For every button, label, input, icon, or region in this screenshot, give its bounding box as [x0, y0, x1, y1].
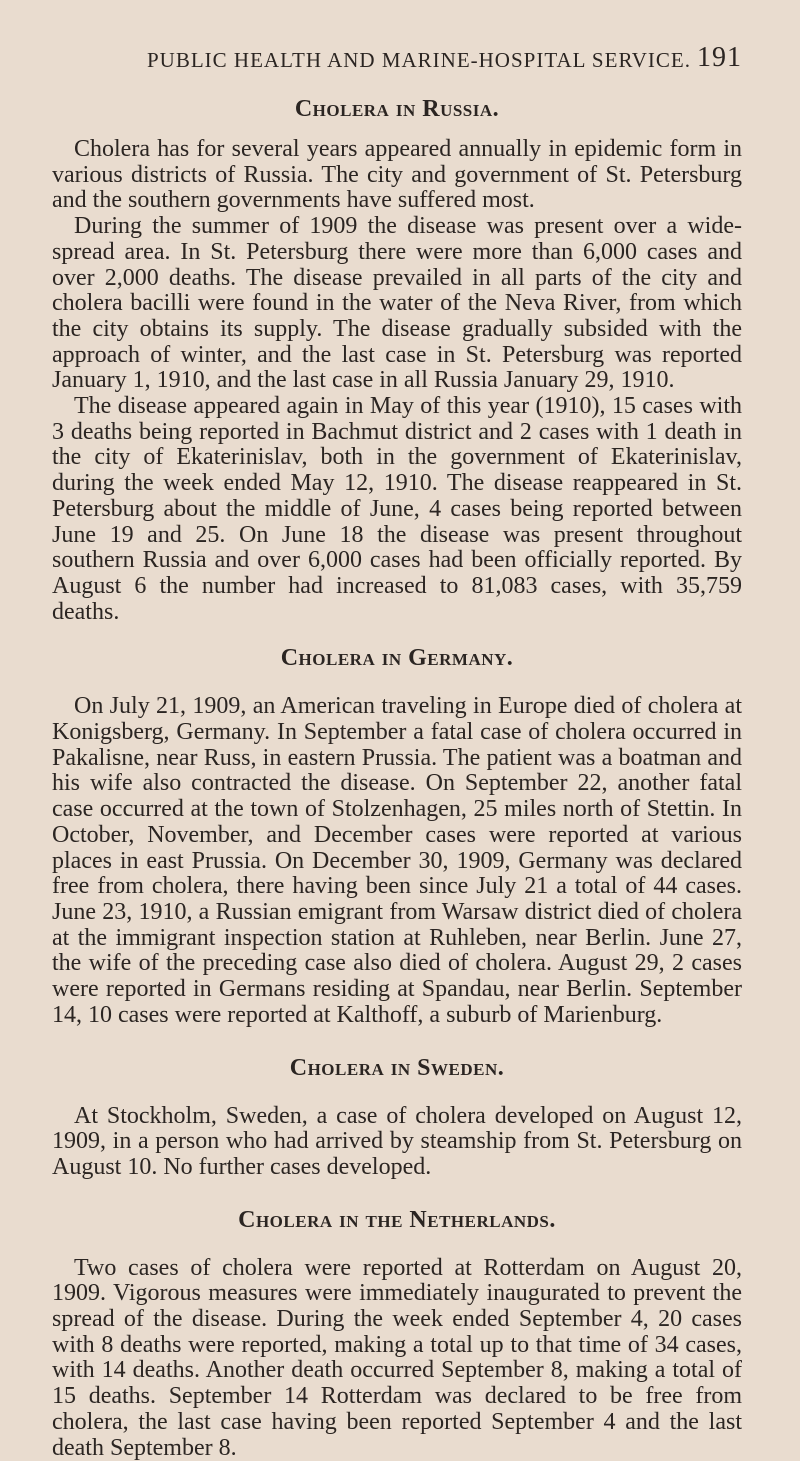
- running-header: [52, 40, 742, 73]
- section-title-germany: Cholera in Germany.: [280, 645, 514, 672]
- section-title-sweden: Cholera in Sweden.: [289, 1054, 505, 1081]
- paragraph: Cholera has for several years appeared annually in epidemic form in various districts of Russia. The city and government of St. Petersburg and the southern governments have suffered most.: [52, 136, 742, 214]
- running-title: PUBLIC HEALTH AND MARINE-HOSPITAL SERVICE.: [147, 48, 692, 72]
- section-title-netherlands: Cholera in the Netherlands.: [238, 1206, 556, 1233]
- paragraph: The disease appeared again in May of this year (1910), 15 cases with 3 deaths being reported in Bachmut district and 2 cases with 1 death in the city of Ekaterinislav, both in the government of Ekaterinislav, during the week ended May 12, 1910. The disease reappeared in St. Petersburg about the middle of June, 4 cases being reported between June 19 and 25. On June 18 the disease was present throughout southern Russia and over 6,000 cases had been officially reported. By August 6 the number had increased to 81,083 cases, with 35,759 deaths.: [52, 393, 742, 625]
- paragraph: At Stockholm, Sweden, a case of cholera developed on August 12, 1909, in a person who had arrived by steamship from St. Petersburg on August 10. No further cases developed.: [52, 1102, 742, 1180]
- paragraph: During the summer of 1909 the disease was present over a wide-spread area. In St. Petersburg there were more than 6,000 cases and over 2,000 deaths. The disease prevailed in all parts of the city and cholera bacilli were found in the water of the Neva River, from which the city obtains its supply. The disease gradually subsided with the approach of winter, and the last case in St. Petersburg was reported January 1, 1910, and the last case in all Russia January 29, 1910.: [52, 213, 742, 394]
- paragraph: Two cases of cholera were reported at Rotterdam on August 20, 1909. Vigorous measures were immediately inaugurated to prevent the spread of the disease. During the week ended September 4, 20 cases with 8 deaths were reported, making a total up to that time of 34 cases, with 14 deaths. Another death occurred September 8, making a total of 15 deaths. September 14 Rotterdam was declared to be free from cholera, the last case having been reported September 4 and the last death September 8.: [52, 1254, 742, 1461]
- section-title-russia: Cholera in Russia.: [294, 96, 500, 122]
- page-number: 191: [697, 42, 742, 73]
- paragraph: On July 21, 1909, an American traveling in Europe died of cholera at Konigsberg, Germany. In September a fatal case of cholera occurred in Pakalisne, near Russ, in eastern Prussia. The patient was a boatman and his wife also contracted the disease. On September 22, another fatal case occurred at the town of Stolzenhagen, 25 miles north of Stettin. In October, November, and December cases were reported at various places in east Prussia. On December 30, 1909, Germany was declared free from cholera, there having been since July 21 a total of 44 cases. June 23, 1910, a Russian emigrant from Warsaw district died of cholera at the immigrant inspection station at Ruhleben, near Berlin. June 27, the wife of the preceding case also died of cholera. August 29, 2 cases were reported in Germans residing at Spandau, near Berlin. September 14, 10 cases were reported at Kalthoff, a suburb of Marienburg.: [52, 693, 742, 1028]
